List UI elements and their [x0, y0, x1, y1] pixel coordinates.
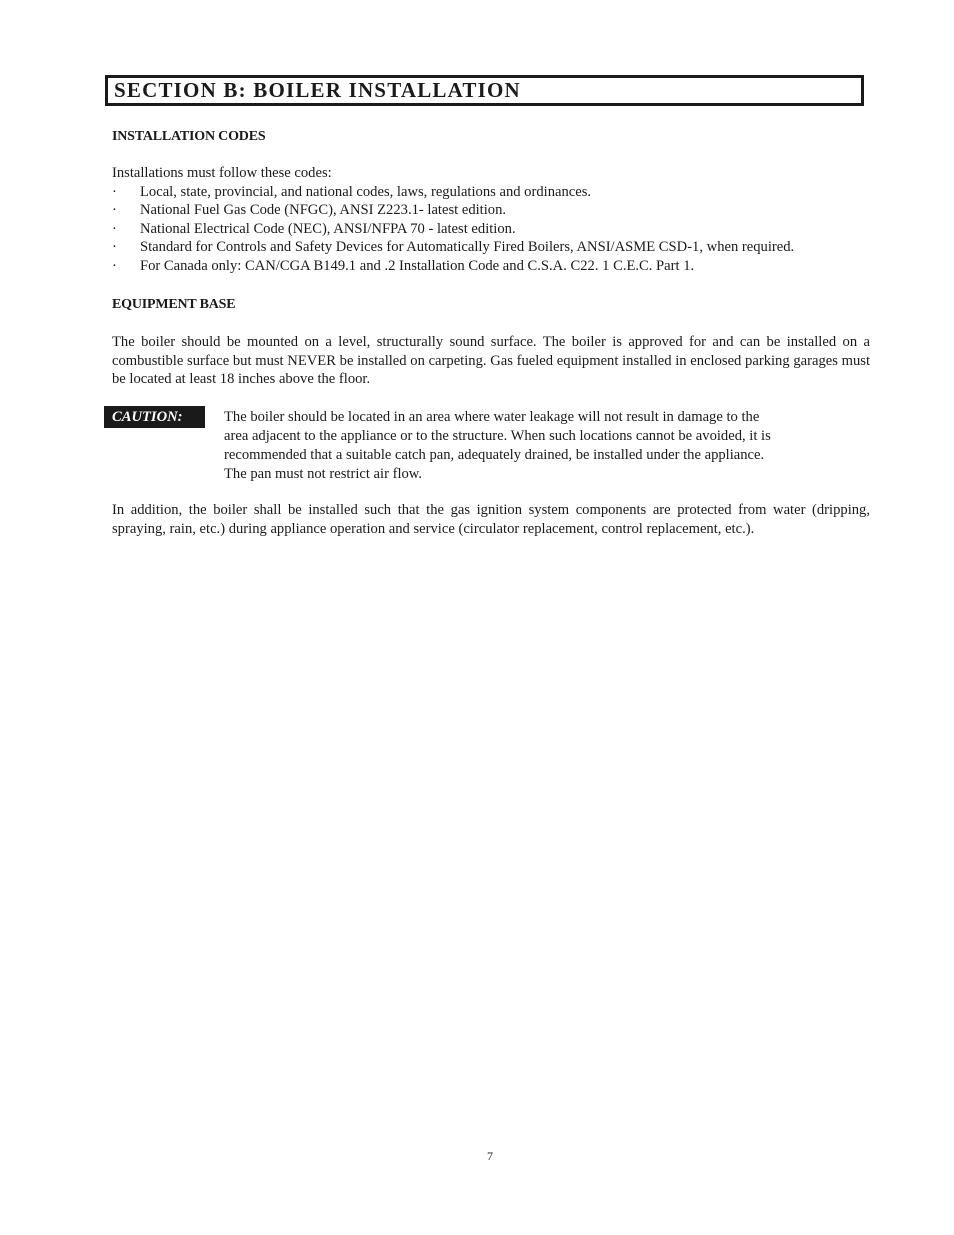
list-item-text: Standard for Controls and Safety Devices for Automatically Fired Boilers, ANSI/ASME CSD-1, when required. [140, 239, 795, 256]
bullet-symbol: · [112, 202, 117, 219]
section-title: SECTION B: BOILER INSTALLATION [114, 78, 521, 102]
list-item [112, 183, 870, 202]
caution-line: The pan must not restrict air flow. [224, 466, 423, 482]
equipment-base-paragraph: The boiler should be mounted on a level, structurally sound surface. The boiler is approved for and can be installed on a combustible surface but must NEVER be installed on carpeting. Gas fueled equipment installed in enclosed parking garages must be located at least 18 inches above the floor. [112, 334, 870, 388]
list-item-text: For Canada only: CAN/CGA B149.1 and .2 Installation Code and C.S.A. C22. 1 C.E.C. Part 1. [140, 257, 695, 274]
bullet-symbol: · [112, 239, 117, 256]
caution-line: recommended that a suitable catch pan, adequately drained, be installed under the appliance. [224, 447, 765, 463]
bullet-symbol: · [112, 257, 117, 274]
bullet-symbol: · [112, 220, 117, 237]
list-item [112, 238, 870, 257]
list-item [112, 201, 870, 220]
section-header [105, 75, 864, 106]
equipment-base-heading: EQUIPMENT BASE [112, 297, 236, 312]
installation-codes-intro: Installations must follow these codes: [112, 165, 332, 181]
list-item [112, 220, 870, 239]
caution-line: area adjacent to the appliance or to the structure. When such locations cannot be avoided, it is [224, 428, 771, 444]
bullet-symbol: · [112, 183, 117, 200]
caution-label: CAUTION: [112, 408, 183, 425]
addition-paragraph: In addition, the boiler shall be installed such that the gas ignition system components are protected from water (dripping, spraying, rain, etc.) during appliance operation and service (circulator replacement, control replacement, etc.). [112, 502, 870, 537]
caution-badge [104, 406, 205, 428]
installation-codes-heading: INSTALLATION CODES [112, 129, 266, 144]
caution-line: The boiler should be located in an area where water leakage will not result in damage to the [224, 409, 760, 425]
list-item-text: National Fuel Gas Code (NFGC), ANSI Z223.1- latest edition. [140, 202, 507, 219]
list-item-text: Local, state, provincial, and national codes, laws, regulations and ordinances. [140, 183, 592, 200]
page-number: 7 [487, 1149, 493, 1163]
list-item [112, 257, 870, 276]
caution-text [224, 408, 844, 484]
list-item-text: National Electrical Code (NEC), ANSI/NFPA 70 - latest edition. [140, 220, 516, 237]
installation-codes-list [112, 164, 870, 276]
